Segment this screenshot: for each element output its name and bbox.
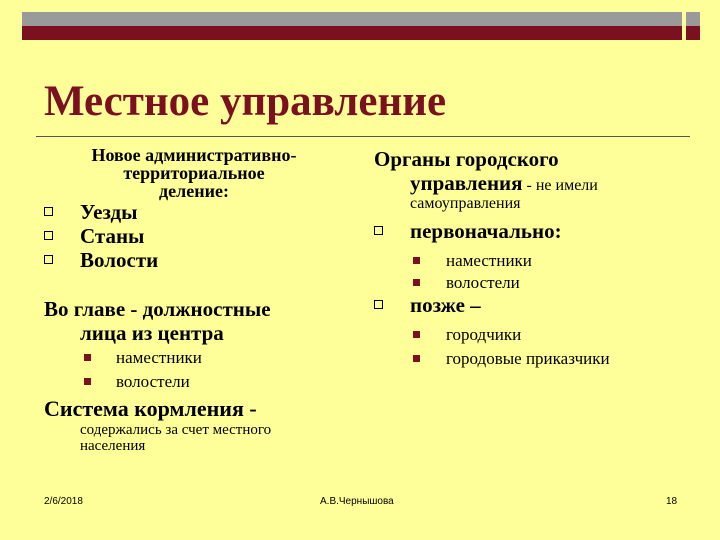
hollow-square-icon [44, 255, 53, 264]
right-heading-line3: самоуправления [410, 195, 521, 212]
left-heading-line2: территориальное [123, 163, 265, 183]
title-divider [36, 136, 690, 137]
initial-namestniki: наместники [446, 251, 532, 270]
initial-volosteli: волостели [446, 273, 520, 292]
header-bar-red [22, 26, 682, 40]
hollow-square-icon [44, 207, 53, 216]
right-heading-line1: Органы городского [374, 147, 559, 171]
footer-page-number: 18 [666, 496, 678, 507]
filled-square-icon [413, 257, 420, 264]
list-item-stany: Станы [80, 224, 145, 248]
hollow-square-icon [374, 300, 383, 309]
right-heading-rest: - не имели [522, 177, 598, 194]
official-namestniki: наместники [116, 348, 202, 367]
right-heading-bold: управления [410, 171, 523, 195]
filled-square-icon [84, 378, 91, 385]
slide-title: Местное управление [44, 78, 447, 125]
head-line1: Во главе - должностные [44, 297, 271, 321]
later-prikazchiki: городовые приказчики [446, 349, 610, 368]
left-heading-line3: деление: [159, 181, 229, 201]
system-desc-line1: содержались за счет местного [80, 422, 272, 438]
system-desc-line2: населения [80, 438, 146, 454]
initially-label: первоначально: [410, 219, 562, 243]
later-gorodchiki: городчики [446, 325, 522, 344]
head-line2: лица из центра [80, 321, 224, 345]
later-label: позже – [410, 293, 481, 317]
list-item-volosti: Волости [80, 248, 159, 272]
footer-date: 2/6/2018 [44, 496, 83, 507]
filled-square-icon [413, 279, 420, 286]
list-item-uezdy: Уезды [80, 200, 138, 224]
header-bar-gray [22, 12, 682, 26]
corner-square-gray [686, 12, 700, 26]
corner-square-red [686, 26, 700, 40]
right-heading-line2 [410, 173, 598, 194]
official-volosteli: волостели [116, 372, 190, 391]
filled-square-icon [413, 331, 420, 338]
left-heading-line1: Новое административно- [91, 145, 297, 165]
hollow-square-icon [374, 226, 383, 235]
filled-square-icon [413, 355, 420, 362]
system-label: Система кормления - [44, 396, 257, 421]
hollow-square-icon [44, 231, 53, 240]
filled-square-icon [84, 354, 91, 361]
footer-author: А.В.Чернышова [320, 496, 394, 507]
